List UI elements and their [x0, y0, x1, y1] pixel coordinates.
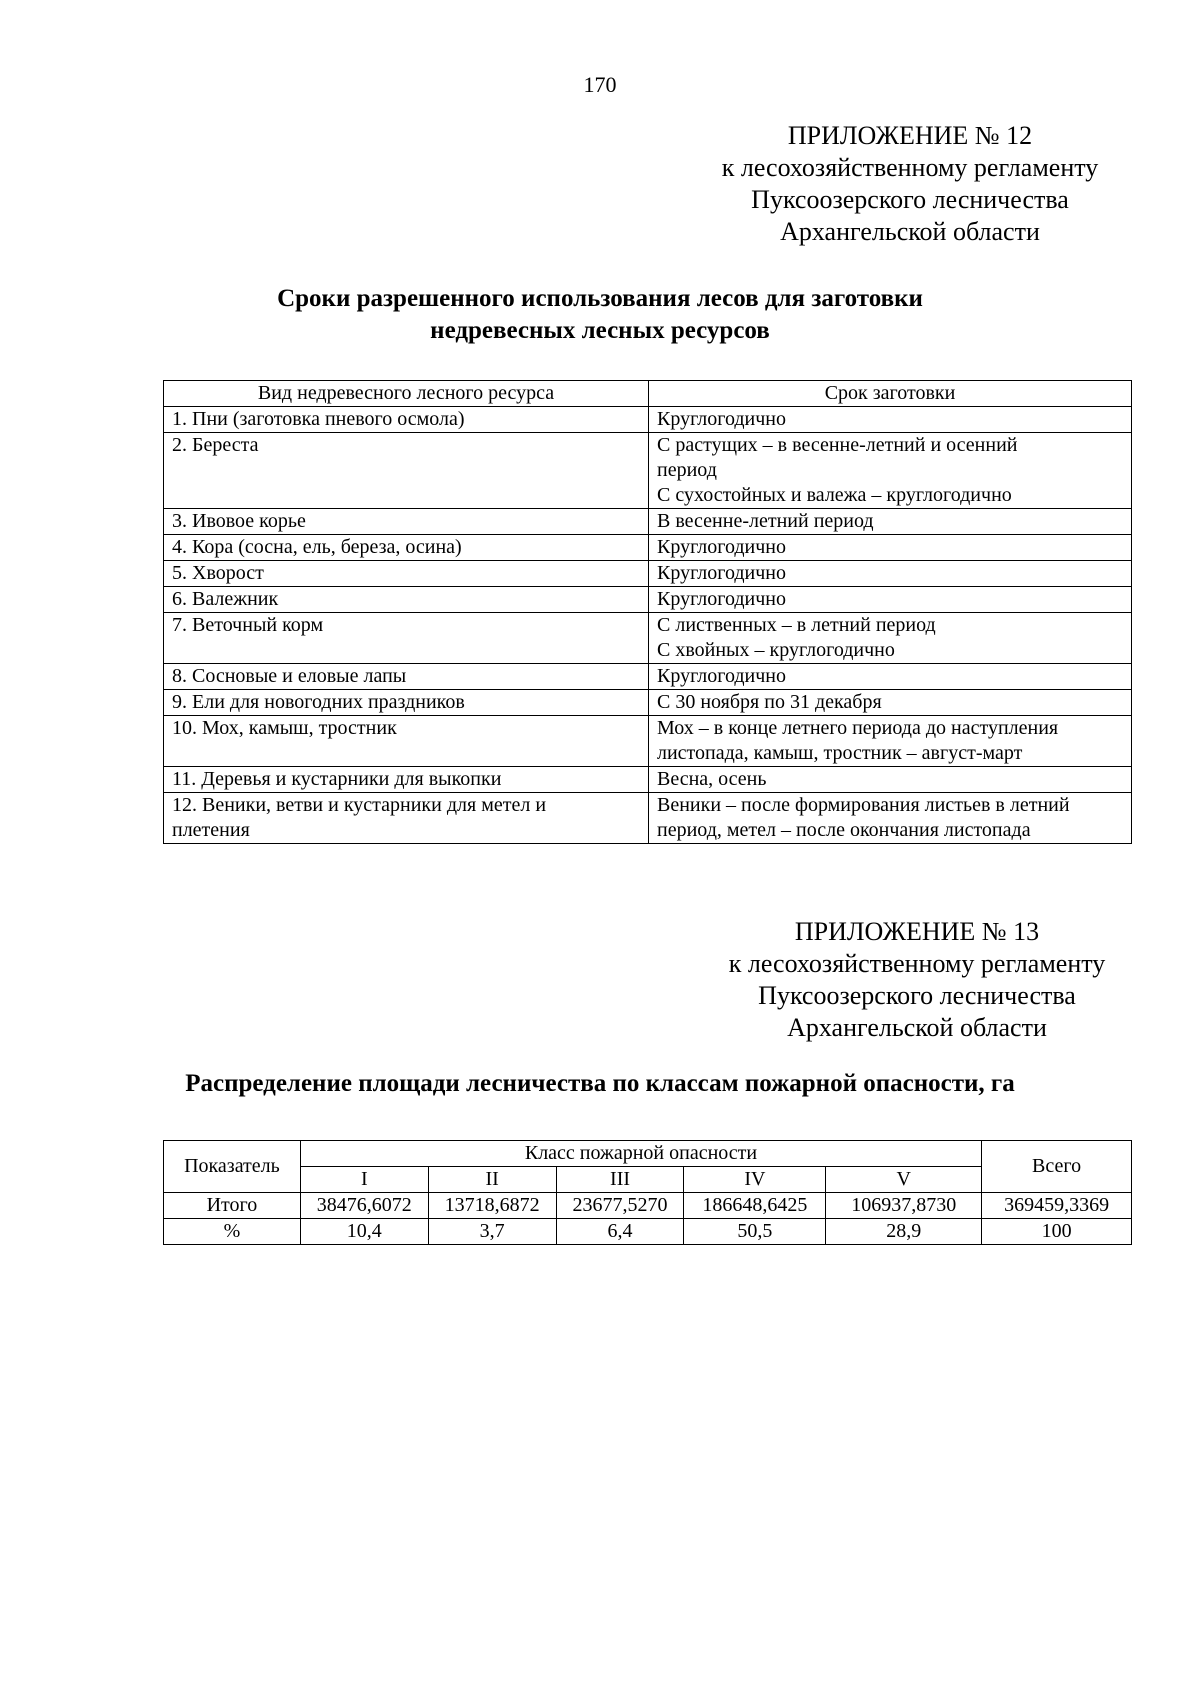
term-cell [649, 407, 1132, 433]
resource-line: 12. Веники, ветви и кустарники для метел и [172, 794, 547, 816]
appendix-13-line2: Пуксоозерского лесничества [758, 981, 1076, 1010]
table-row [164, 793, 1132, 844]
term-cell [649, 767, 1132, 793]
fire-table-body [164, 1193, 1132, 1245]
class-value-cell: 106937,8730 [826, 1193, 982, 1219]
row-label: Итого [164, 1193, 301, 1219]
section-13-title [0, 1068, 1200, 1100]
section-12-title-line1: Сроки разрешенного использования лесов для заготовки [277, 285, 923, 312]
term-cell [649, 433, 1132, 509]
term-line: период, метел – после окончания листопада [657, 819, 1031, 841]
header-resource: Вид недревесного лесного ресурса [164, 381, 649, 407]
class-value-cell: 28,9 [826, 1219, 982, 1245]
header-class-3: III [556, 1167, 684, 1193]
header-class-group: Класс пожарной опасности [300, 1141, 981, 1167]
term-line: Круглогодично [657, 562, 787, 584]
resource-line: 2. Береста [172, 434, 259, 456]
header-class-4: IV [684, 1167, 826, 1193]
term-line: Круглогодично [657, 665, 787, 687]
term-cell [649, 535, 1132, 561]
resource-cell [164, 613, 649, 664]
resource-line: 3. Ивовое корье [172, 510, 306, 532]
harvest-table-header-row [164, 381, 1132, 407]
table-row [164, 535, 1132, 561]
table-row [164, 716, 1132, 767]
resource-cell [164, 690, 649, 716]
fire-table-header-row-1 [164, 1141, 1132, 1167]
term-cell [649, 561, 1132, 587]
resource-cell [164, 664, 649, 690]
resource-cell [164, 561, 649, 587]
appendix-12-title: ПРИЛОЖЕНИЕ № 12 [787, 121, 1033, 150]
term-line: С растущих – в весенне-летний и осенний [657, 434, 1018, 456]
table-row [164, 509, 1132, 535]
term-line: Весна, осень [657, 768, 767, 790]
resource-cell [164, 535, 649, 561]
term-cell [649, 690, 1132, 716]
class-value-cell: 23677,5270 [556, 1193, 684, 1219]
resource-line: 10. Мох, камыш, тростник [172, 717, 397, 739]
class-value-cell: 186648,6425 [684, 1193, 826, 1219]
term-line: Мох – в конце летнего периода до наступления [657, 717, 1059, 739]
section-12-title-line2: недревесных лесных ресурсов [430, 317, 770, 344]
table-row [164, 561, 1132, 587]
term-line: С лиственных – в летний период [657, 614, 936, 636]
term-cell [649, 587, 1132, 613]
class-value-cell: 38476,6072 [300, 1193, 428, 1219]
resource-line: 9. Ели для новогодних праздников [172, 691, 465, 713]
harvest-terms-table [163, 380, 1132, 844]
resource-line: 1. Пни (заготовка пневого осмола) [172, 408, 465, 430]
term-line: С сухостойных и валежа – круглогодично [657, 484, 1012, 506]
resource-line: 5. Хворост [172, 562, 264, 584]
table-row [164, 613, 1132, 664]
term-line: С хвойных – круглогодично [657, 639, 895, 661]
header-total: Всего [982, 1141, 1132, 1193]
class-value-cell: 10,4 [300, 1219, 428, 1245]
term-cell [649, 509, 1132, 535]
harvest-table-body [164, 407, 1132, 844]
term-line: В весенне-летний период [657, 510, 874, 532]
resource-line: 8. Сосновые и еловые лапы [172, 665, 407, 687]
section-12-title [0, 283, 1200, 347]
total-cell: 369459,3369 [982, 1193, 1132, 1219]
term-line: Круглогодично [657, 536, 787, 558]
resource-cell [164, 407, 649, 433]
appendix-12-header [690, 120, 1130, 248]
term-cell [649, 793, 1132, 844]
total-cell: 100 [982, 1219, 1132, 1245]
term-line: Круглогодично [657, 588, 787, 610]
row-label: % [164, 1219, 301, 1245]
header-class-2: II [428, 1167, 556, 1193]
resource-line: 7. Веточный корм [172, 614, 324, 636]
term-line: Круглогодично [657, 408, 787, 430]
term-line: листопада, камыш, тростник – август-март [657, 742, 1023, 764]
table-row [164, 433, 1132, 509]
appendix-12-line2: Пуксоозерского лесничества [751, 185, 1069, 214]
header-term: Срок заготовки [649, 381, 1132, 407]
resource-cell [164, 716, 649, 767]
resource-line: 4. Кора (сосна, ель, береза, осина) [172, 536, 462, 558]
term-cell [649, 716, 1132, 767]
table-row [164, 690, 1132, 716]
appendix-13-line3: Архангельской области [787, 1013, 1047, 1042]
section-13-title-text: Распределение площади лесничества по классам пожарной опасности, га [185, 1070, 1015, 1097]
resource-cell [164, 509, 649, 535]
table-row [164, 664, 1132, 690]
appendix-13-title: ПРИЛОЖЕНИЕ № 13 [794, 917, 1040, 946]
table-row [164, 407, 1132, 433]
fire-class-table [163, 1140, 1132, 1245]
header-class-1: I [300, 1167, 428, 1193]
table-row [164, 1193, 1132, 1219]
header-indicator: Показатель [164, 1141, 301, 1193]
resource-line: 11. Деревья и кустарники для выкопки [172, 768, 502, 790]
table-row [164, 767, 1132, 793]
resource-line: 6. Валежник [172, 588, 279, 610]
term-cell [649, 664, 1132, 690]
class-value-cell: 6,4 [556, 1219, 684, 1245]
term-cell [649, 613, 1132, 664]
term-line: С 30 ноября по 31 декабря [657, 691, 882, 713]
appendix-12-line3: Архангельской области [780, 217, 1040, 246]
table-row [164, 587, 1132, 613]
resource-cell [164, 793, 649, 844]
resource-cell [164, 587, 649, 613]
class-value-cell: 50,5 [684, 1219, 826, 1245]
term-line: Веники – после формирования листьев в летний [657, 794, 1070, 816]
header-class-5: V [826, 1167, 982, 1193]
class-value-cell: 3,7 [428, 1219, 556, 1245]
term-line: период [657, 459, 717, 481]
resource-cell [164, 767, 649, 793]
appendix-12-line1: к лесохозяйственному регламенту [721, 153, 1099, 182]
class-value-cell: 13718,6872 [428, 1193, 556, 1219]
table-row [164, 1219, 1132, 1245]
resource-line: плетения [172, 819, 250, 841]
resource-cell [164, 433, 649, 509]
appendix-13-header [697, 916, 1137, 1044]
appendix-13-line1: к лесохозяйственному регламенту [728, 949, 1106, 978]
page-number: 170 [583, 72, 617, 97]
